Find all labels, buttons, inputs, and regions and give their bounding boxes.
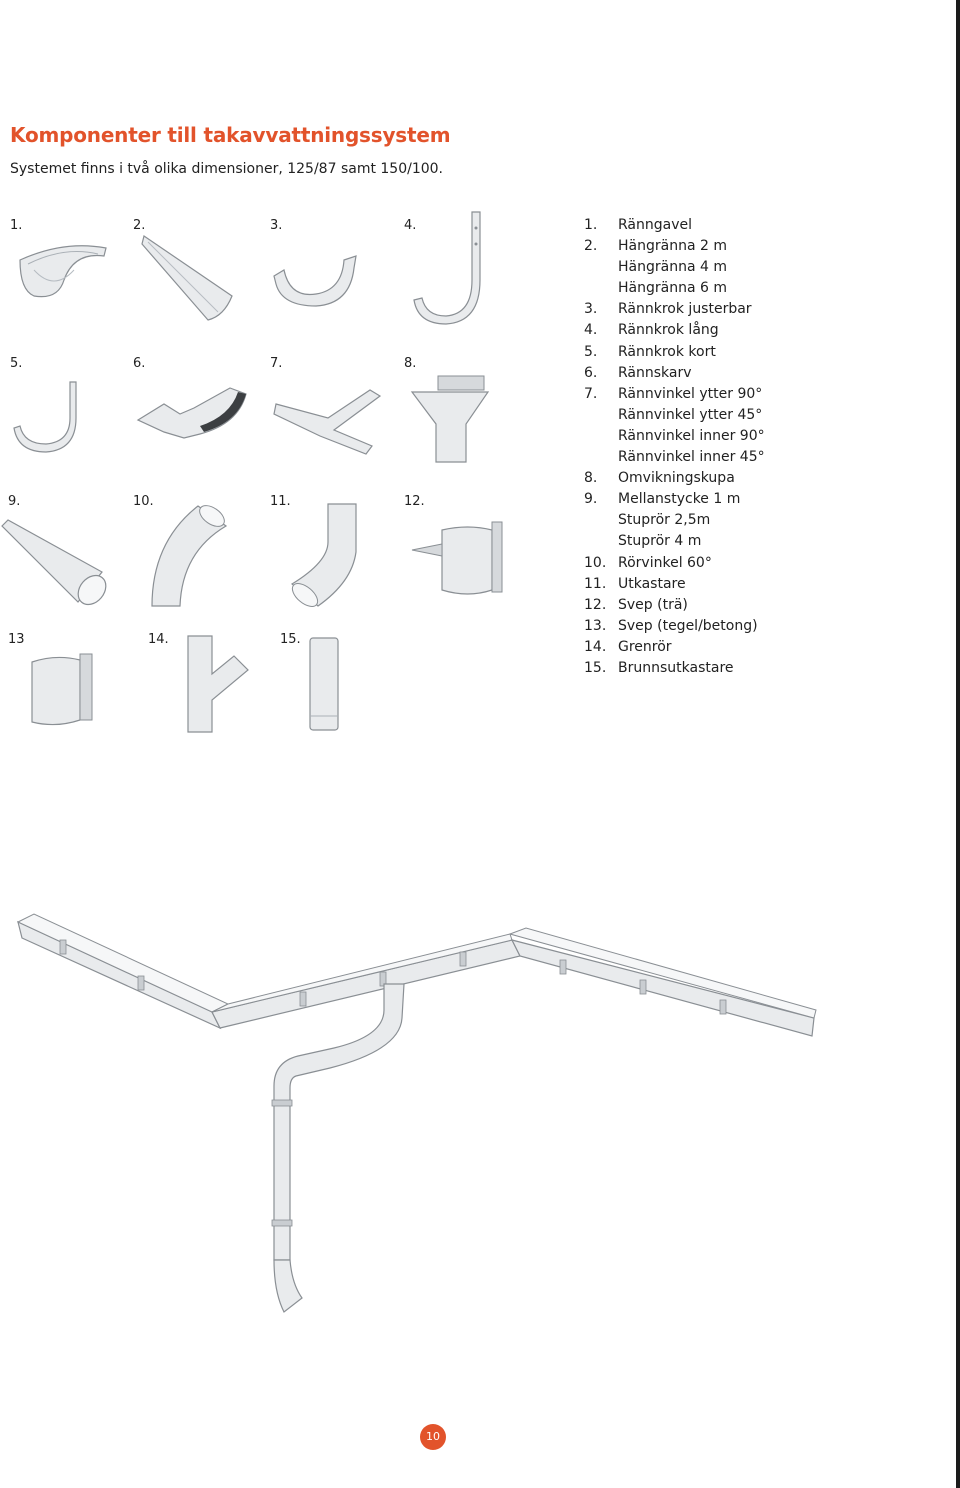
branch-pipe-icon	[182, 634, 252, 734]
component-number-3: 3.	[270, 218, 283, 233]
hanging-gutter-icon	[138, 232, 238, 324]
component-number-9: 9.	[8, 494, 21, 509]
page-title: Komponenter till takavvattningssystem	[10, 123, 451, 147]
pipe-bracket-brick-icon	[28, 650, 98, 728]
component-number-5: 5.	[10, 356, 23, 371]
pipe-bend-icon	[146, 502, 230, 610]
long-gutter-hook-icon	[410, 210, 490, 328]
component-number-4: 4.	[404, 218, 417, 233]
component-number-1: 1.	[10, 218, 23, 233]
outlet-funnel-icon	[408, 374, 492, 466]
gutter-angle-icon	[272, 384, 384, 458]
downpipe-icon	[0, 518, 110, 606]
component-number-15: 15.	[280, 632, 301, 647]
component-number-12: 12.	[404, 494, 425, 509]
component-number-10: 10.	[133, 494, 154, 509]
gutter-end-cap-icon	[14, 240, 114, 310]
component-number-2: 2.	[133, 218, 146, 233]
gutter-joint-icon	[134, 384, 250, 444]
component-number-8: 8.	[404, 356, 417, 371]
outlet-spout-icon	[288, 502, 364, 610]
page-subtitle: Systemet finns i två olika dimensioner, 125/87 samt 150/100.	[10, 161, 444, 177]
component-number-6: 6.	[133, 356, 146, 371]
page-number-badge: 10	[420, 1424, 446, 1450]
component-number-14: 14.	[148, 632, 169, 647]
component-number-13: 13	[8, 632, 25, 647]
adjustable-gutter-hook-icon	[270, 250, 360, 310]
component-number-7: 7.	[270, 356, 283, 371]
pipe-bracket-wood-icon	[408, 520, 508, 600]
drain-outlet-icon	[304, 636, 344, 734]
short-gutter-hook-icon	[8, 378, 86, 456]
component-number-11: 11.	[270, 494, 291, 509]
gutter-system-assembly-illustration	[0, 900, 960, 1320]
